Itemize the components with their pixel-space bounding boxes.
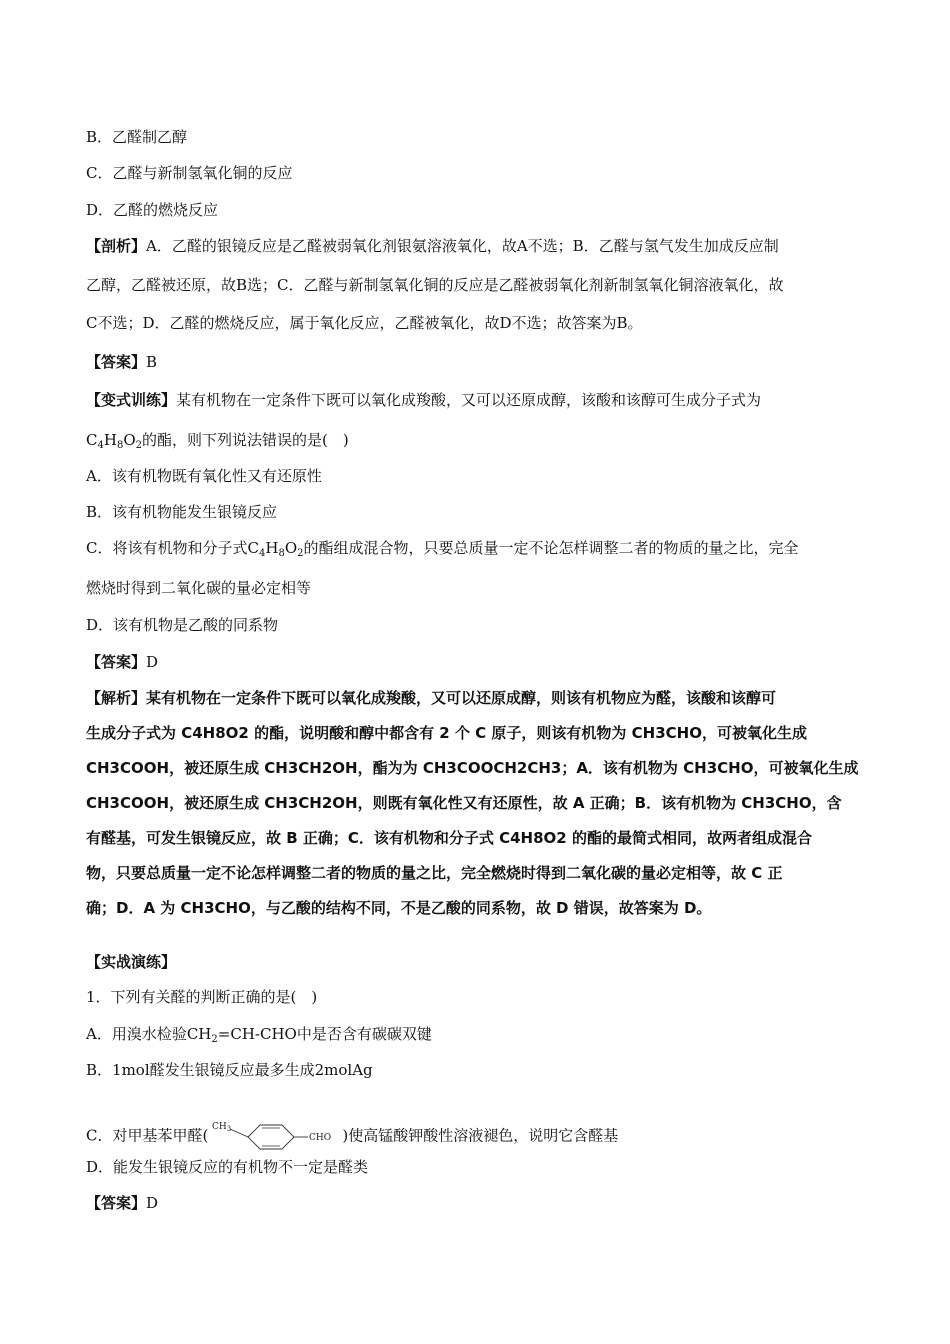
answer-tag: 【答案】 <box>86 353 147 371</box>
prev-analysis-line-3: C不选；D．乙醛的燃烧反应，属于氧化反应，乙醛被氧化，故D不选；故答案为B。 <box>86 314 643 332</box>
practice-q1-option-d: D．能发生银镜反应的有机物不一定是醛类 <box>86 1158 369 1176</box>
practice-heading: 【实战演练】 <box>86 953 177 971</box>
variant-stem-line-1: 【变式训练】某有机物在一定条件下既可以氧化成羧酸，又可以还原成醇，该酸和该醇可生成分子式为 <box>86 391 762 409</box>
variant-analysis-line-1: 【解析】某有机物在一定条件下既可以氧化成羧酸，又可以还原成醇，则该有机物应为醛，该酸和该醇可 <box>86 689 777 707</box>
variant-tag: 【变式训练】 <box>86 391 177 409</box>
practice-q1-option-b: B．1mol醛发生银镜反应最多生成2molAg <box>86 1061 373 1079</box>
practice-q1-option-a: A．用溴水检验$CH_2=CH$-CHO中是否含有碳碳双键 <box>86 1025 432 1045</box>
practice-q1-stem: 1．下列有关醛的判断正确的是( ) <box>86 988 318 1006</box>
svg-text:CHO: CHO <box>309 1133 332 1143</box>
methylbenzaldehyde-structure <box>210 1117 340 1156</box>
variant-option-d: D．该有机物是乙酸的同系物 <box>86 616 279 634</box>
svg-text:CH3: $CH_3$ <box>212 1122 232 1133</box>
prev-analysis-line-1: 【剖析】A．乙醛的银镜反应是乙醛被弱氧化剂银氨溶液氧化，故A不选；B．乙醛与氢气发生加成反应制 <box>86 237 779 255</box>
prev-option-c: C．乙醛与新制氢氧化铜的反应 <box>86 164 293 182</box>
prev-option-d: D．乙醛的燃烧反应 <box>86 201 219 219</box>
variant-analysis-line-6: 物，只要总质量一定不论怎样调整二者的物质的量之比，完全燃烧时得到二氧化碳的量必定相等，故 C 正 <box>86 864 783 882</box>
variant-answer: 【答案】D <box>86 653 159 671</box>
variant-option-b: B．该有机物能发生银镜反应 <box>86 503 278 521</box>
analysis-tag: 【剖析】 <box>86 237 147 255</box>
answer-tag: 【答案】 <box>86 1194 147 1212</box>
practice-answer: 【答案】D <box>86 1194 159 1212</box>
variant-option-c-line-2: 燃烧时得到二氧化碳的量必定相等 <box>86 579 312 597</box>
prev-answer: 【答案】B <box>86 353 158 371</box>
variant-analysis-line-2: 生成分子式为 C4H8O2 的酯，说明酸和醇中都含有 2 个 C 原子，则该有机物为 CH3CHO，可被氧化生成 <box>86 724 807 742</box>
variant-option-c-line-1: C．将该有机物和分子式$C_4H_8O_2$的酯组成混合物，只要总质量一定不论怎样调整二者的物质的量之比，完全 <box>86 539 799 559</box>
variant-analysis-line-4: CH3COOH，被还原生成 CH3CH2OH，则既有氧化性又有还原性，故 A 正确；B．该有机物为 CH3CHO，含 <box>86 794 842 812</box>
variant-stem-line-2: $C_4H_8O_2$的酯，则下列说法错误的是( ) <box>86 431 349 451</box>
prev-analysis-line-2: 乙醇，乙醛被还原，故B选；C．乙醛与新制氢氧化铜的反应是乙醛被弱氧化剂新制氢氧化铜溶液氧化，故 <box>86 276 784 294</box>
answer-tag: 【答案】 <box>86 653 147 671</box>
variant-option-a: A．该有机物既有氧化性又有还原性 <box>86 467 322 485</box>
practice-q1-option-c: C．对甲基苯甲醛( $CH_3$ CHO )使高锰酸钾酸性溶液褪色，说明它含醛基 <box>86 1117 618 1156</box>
prev-option-b: B．乙醛制乙醇 <box>86 128 188 146</box>
variant-analysis-line-5: 有醛基，可发生银镜反应，故 B 正确；C．该有机物和分子式 C4H8O2 的酯的最简式相同，故两者组成混合 <box>86 829 812 847</box>
variant-analysis-line-3: CH3COOH，被还原生成 CH3CH2OH，酯为为 CH3COOCH2CH3；A．该有机物为 CH3CHO，可被氧化生成 <box>86 759 859 777</box>
variant-analysis-line-7: 确；D．A 为 CH3CHO，与乙酸的结构不同，不是乙酸的同系物，故 D 错误，故答案为 D。 <box>86 899 712 917</box>
